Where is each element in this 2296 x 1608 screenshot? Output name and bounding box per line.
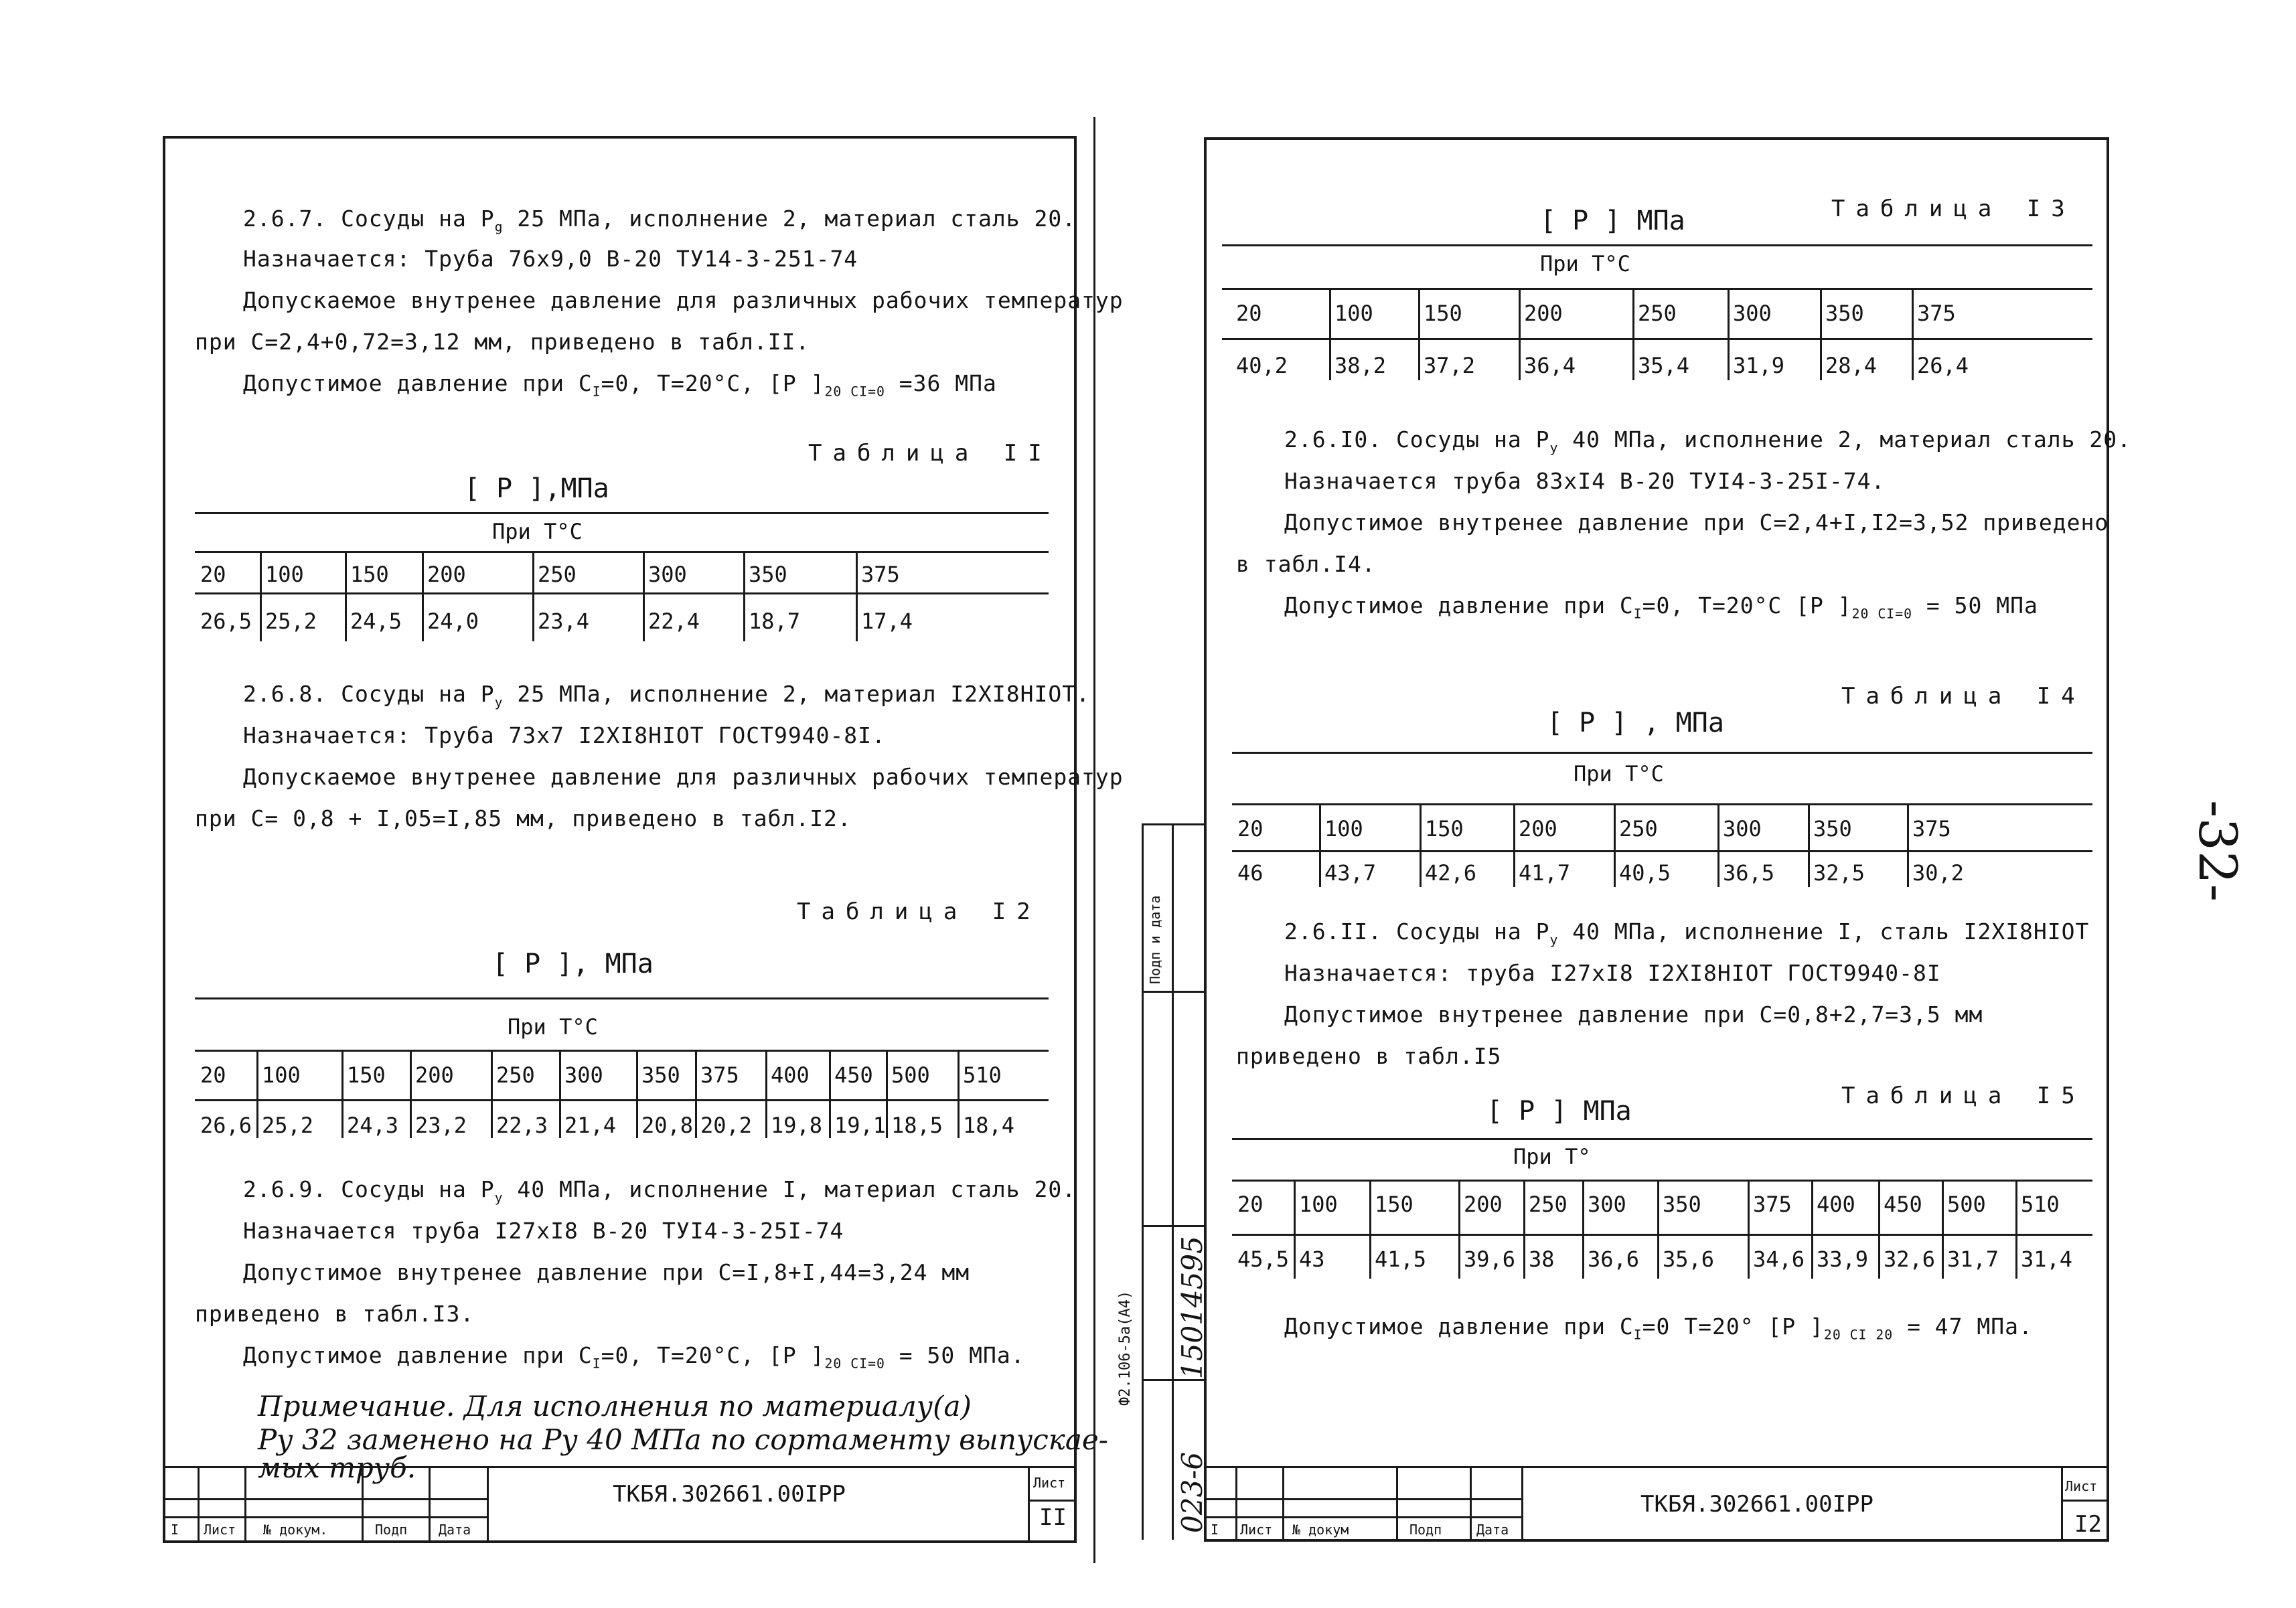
handwritten-note-line3: мых труб. [258,1451,416,1484]
t13-temp-cell: 300 [1733,301,1772,326]
table14-rule-row [1232,850,2092,852]
t11-temp-cell: 300 [648,562,687,587]
sec2610-title: 2.6.I0. Сосуды на $Р_у$ 40 МПа, исполнение 2, материал сталь 20. [1284,426,2131,456]
t12-value-cell: 18,4 [963,1113,1015,1138]
table15-rule-top [1232,1138,2092,1140]
t15-column-divider [2015,1180,2017,1279]
t13-value-cell: 40,2 [1236,353,1288,378]
t14-value-cell: 43,7 [1324,860,1377,886]
t12-value-cell: 24,3 [347,1113,399,1138]
t12-temp-cell: 375 [700,1062,739,1088]
right-doc-code: ТКБЯ.302661.00IРР [1640,1491,1873,1518]
t14-value-cell: 42,6 [1425,860,1477,886]
t12-temp-cell: 250 [496,1062,535,1088]
left-sheet-number: II [1039,1504,1067,1531]
sec2610-line2: Назначается труба 83хI4 В-20 ТУI4-3-25I-74. [1284,468,1886,494]
t12-column-divider [958,1050,960,1138]
t14-column-divider [1614,803,1616,887]
table14-header: При Т°С [1574,761,1664,787]
t12-value-cell: 26,6 [200,1113,252,1138]
t12-temp-cell: 450 [834,1062,873,1088]
t14-value-cell: 36,5 [1723,860,1775,886]
t11-column-divider [532,551,534,641]
t11-temp-cell: 200 [427,562,466,587]
t14-column-divider [1808,803,1810,887]
table13-rule-mid [1222,288,2092,290]
table15-rule-row [1232,1234,2092,1236]
t15-value-cell: 31,4 [2021,1247,2073,1272]
sec269-line2: Назначается труба I27xI8 В-20 ТУI4-3-25I-74 [243,1218,844,1244]
t12-column-divider [886,1050,888,1138]
t13-column-divider [1728,288,1730,380]
t15-value-cell: 38 [1529,1247,1555,1272]
table13-unit: [ Р ] МПа [1540,206,1685,236]
t12-column-divider [341,1050,343,1138]
table14-unit: [ Р ] , МПа [1547,708,1724,738]
stamp-col-sheet: Лист [204,1522,236,1538]
t14-column-divider [1717,803,1719,887]
t11-temp-cell: 20 [200,562,226,587]
t14-temp-cell: 250 [1619,816,1658,841]
table11-rule-row [195,592,1049,594]
t11-value-cell: 24,5 [350,609,402,634]
t11-value-cell: 26,5 [200,609,252,634]
sec267-line4: при С=2,4+0,72=3,12 мм, приведено в табл.II. [195,329,810,355]
handwritten-note-line2: Ру 32 заменено на Ру 40 МПа по сортаменту выпускае- [258,1423,1108,1456]
t15-temp-cell: 450 [1884,1192,1922,1217]
center-binding-line [1093,117,1095,1563]
t11-column-divider [743,551,745,641]
table11-rule-mid [195,551,1049,553]
t11-temp-cell: 375 [861,562,900,587]
t11-temp-cell: 150 [350,562,389,587]
t15-column-divider [1942,1180,1944,1279]
margin-inventory-number: 15014595 [1176,1236,1209,1379]
sec2610-line4: в табл.I4. [1236,551,1376,577]
sec2611-title: 2.6.II. Сосуды на $Р_у$ 40 МПа, исполнение I, сталь I2XI8HIOT [1284,918,2090,948]
t14-column-divider [1513,803,1515,887]
table12-unit: [ Р ], МПа [492,949,654,979]
table11-rule-top [195,512,1049,514]
stamp-col-date: Дата [1476,1522,1509,1538]
t11-value-cell: 24,0 [427,609,479,634]
t13-value-cell: 38,2 [1334,353,1387,378]
t12-temp-cell: 350 [641,1062,680,1088]
t11-value-cell: 17,4 [861,609,913,634]
table15-unit: [ Р ] МПа [1486,1096,1632,1127]
table13-rule-row [1222,338,2092,340]
t12-value-cell: 23,2 [415,1113,467,1138]
t12-temp-cell: 200 [415,1062,454,1088]
t11-value-cell: 23,4 [538,609,590,634]
table12-rule-top [195,997,1049,999]
t15-value-cell: 34,6 [1753,1247,1805,1272]
t12-column-divider [410,1050,412,1138]
t15-column-divider [1294,1180,1296,1279]
t12-value-cell: 18,5 [891,1113,943,1138]
sec2610-line3: Допустимое внутренее давление при С=2,4+I,I2=3,52 приведено [1284,509,2109,536]
sec268-title: 2.6.8. Сосуды на $Р_у$ 25 МПа, исполнение 2, материал I2XI8HIOT. [243,681,1090,710]
t14-temp-cell: 300 [1723,816,1762,841]
table12-header: При Т°С [508,1014,598,1040]
t13-value-cell: 36,4 [1524,353,1576,378]
sec269-line5: Допустимое давление при $С_I=0$, Т=20°С, [Р ]$_{20 СI=0} = 50$ МПа. [243,1342,1025,1372]
t12-column-divider [491,1050,493,1138]
t15-column-divider [1458,1180,1460,1279]
table13-rule-top [1222,244,2092,246]
t11-column-divider [643,551,645,641]
sec269-title: 2.6.9. Сосуды на $Р_у$ 40 МПа, исполнение I, материал сталь 20. [243,1176,1077,1206]
t15-column-divider [1811,1180,1813,1279]
t15-column-divider [1582,1180,1584,1279]
t11-value-cell: 25,2 [265,609,317,634]
sec2611-line4: приведено в табл.I5 [1236,1043,1502,1069]
t11-temp-cell: 350 [749,562,787,587]
t14-value-cell: 46 [1237,860,1264,886]
t15-column-divider [1523,1180,1525,1279]
t14-column-divider [1907,803,1909,887]
t12-temp-cell: 300 [564,1062,603,1088]
t11-column-divider [856,551,858,641]
t15-temp-cell: 100 [1299,1192,1338,1217]
sec268-line4: при С= 0,8 + I,05=I,85 мм, приведено в табл.I2. [195,805,852,831]
table14-rule-top [1232,752,2092,754]
t15-temp-cell: 20 [1237,1192,1264,1217]
t15-column-divider [1878,1180,1880,1279]
stamp-col-sign: Подп [375,1522,408,1538]
t15-value-cell: 39,6 [1464,1247,1516,1272]
t12-column-divider [829,1050,831,1138]
stamp-col-first: I [171,1522,179,1538]
last-pressure-line: Допустимое давление при $С_I=0$ Т=20° [Р ]$_{20 СI}$ $_{20}$ = 47 МПа. [1284,1313,2033,1343]
stamp-col-first: I [1211,1522,1219,1538]
t15-value-cell: 33,9 [1817,1247,1869,1272]
t14-value-cell: 40,5 [1619,860,1671,886]
sec267-line3: Допускаемое внутренее давление для различных рабочих температур [243,287,1124,313]
t14-value-cell: 30,2 [1912,860,1965,886]
table11-unit: [ Р ],МПа [464,473,609,504]
t12-value-cell: 20,2 [700,1113,753,1138]
handwritten-note-line1: Примечание. Для исполнения по материалу(а) [258,1390,972,1423]
sec269-line4: приведено в табл.I3. [195,1301,475,1327]
table12-rule-row [195,1099,1049,1101]
t12-temp-cell: 150 [347,1062,386,1088]
t12-column-divider [636,1050,638,1138]
t13-column-divider [1632,288,1634,380]
t15-column-divider [1748,1180,1750,1279]
t14-temp-cell: 350 [1813,816,1852,841]
t12-value-cell: 25,2 [262,1113,314,1138]
t12-column-divider [256,1050,258,1138]
t12-value-cell: 19,1 [834,1113,887,1138]
t15-temp-cell: 150 [1375,1192,1413,1217]
t15-temp-cell: 200 [1464,1192,1503,1217]
t12-column-divider [695,1050,697,1138]
t15-temp-cell: 500 [1947,1192,1986,1217]
table15-title: Таблица I5 [1841,1082,2086,1109]
stamp-col-sheet: Лист [1240,1522,1273,1538]
t15-temp-cell: 250 [1529,1192,1567,1217]
t12-temp-cell: 400 [771,1062,810,1088]
t13-value-cell: 37,2 [1424,353,1476,378]
t12-value-cell: 19,8 [771,1113,823,1138]
t13-temp-cell: 150 [1424,301,1462,326]
t15-value-cell: 31,7 [1947,1247,1999,1272]
t13-value-cell: 28,4 [1825,353,1878,378]
t13-temp-cell: 350 [1825,301,1864,326]
table14-rule-mid [1232,803,2092,805]
t13-column-divider [1519,288,1521,380]
t15-temp-cell: 350 [1663,1192,1701,1217]
t12-temp-cell: 20 [200,1062,226,1088]
t12-value-cell: 22,3 [496,1113,548,1138]
table11-title: Таблица II [808,440,1053,467]
t12-temp-cell: 100 [262,1062,301,1088]
t11-temp-cell: 250 [538,562,577,587]
t13-temp-cell: 250 [1638,301,1677,326]
t14-temp-cell: 100 [1324,816,1363,841]
table15-rule-mid [1232,1180,2092,1182]
t15-column-divider [1657,1180,1659,1279]
t12-value-cell: 21,4 [564,1113,617,1138]
table13-title: Таблица I3 [1831,195,2076,222]
t13-column-divider [1820,288,1822,380]
t12-column-divider [559,1050,561,1138]
margin-podp-data: Подп и дата [1147,895,1163,984]
table14-title: Таблица I4 [1841,683,2086,710]
t13-temp-cell: 20 [1236,301,1262,326]
sec267-line5: Допустимое давление при $С_I=0$, Т=20°С, [Р ]$_{20 СI=0} =36$ МПа [243,370,997,400]
t15-column-divider [1369,1180,1371,1279]
table13-header: При Т°С [1540,251,1630,276]
margin-number: 023-6 [1176,1451,1209,1533]
table12-title: Таблица I2 [797,898,1041,925]
sec267-line2: Назначается: Труба 76х9,0 В-20 ТУ14-3-251-74 [243,246,858,272]
sec268-line2: Назначается: Труба 73х7 I2XI8HIOT ГОСТ9940-8I. [243,722,886,748]
stamp-col-sign: Подп [1409,1522,1442,1538]
margin-form-code: Ф2.106-5а(А4) [1117,1290,1134,1406]
t13-value-cell: 26,4 [1917,353,1969,378]
t14-temp-cell: 20 [1237,816,1264,841]
t13-column-divider [1329,288,1331,380]
t13-column-divider [1912,288,1914,380]
sec268-line3: Допускаемое внутренее давление для различных рабочих температур [243,764,1124,790]
left-sheet-label: Лист [1033,1475,1066,1491]
t11-temp-cell: 100 [265,562,304,587]
t15-value-cell: 43 [1299,1247,1325,1272]
t12-temp-cell: 500 [891,1062,930,1088]
t14-value-cell: 32,5 [1813,860,1865,886]
sec2611-line2: Назначается: труба I27xI8 I2XI8HIOT ГОСТ9940-8I [1284,960,1941,986]
t15-value-cell: 36,6 [1588,1247,1640,1272]
t12-value-cell: 20,8 [641,1113,694,1138]
t12-temp-cell: 510 [963,1062,1002,1088]
t11-column-divider [422,551,424,641]
table11-header: При Т°С [492,519,583,544]
t15-value-cell: 35,6 [1663,1247,1715,1272]
stamp-col-doc: № докум [1292,1522,1349,1538]
table15-header: При Т° [1513,1144,1591,1170]
right-sheet-label: Лист [2065,1478,2098,1494]
t15-value-cell: 45,5 [1237,1247,1290,1272]
t13-column-divider [1418,288,1420,380]
t15-temp-cell: 375 [1753,1192,1792,1217]
t13-value-cell: 31,9 [1733,353,1785,378]
t14-temp-cell: 200 [1519,816,1557,841]
t11-value-cell: 22,4 [648,609,700,634]
t15-temp-cell: 300 [1588,1192,1626,1217]
t13-temp-cell: 375 [1917,301,1956,326]
t11-value-cell: 18,7 [749,609,801,634]
sec269-line3: Допустимое внутренее давление при С=I,8+I,44=3,24 мм [243,1259,970,1285]
t15-value-cell: 32,6 [1884,1247,1936,1272]
sec267-title: 2.6.7. Сосуды на $Р_g$ 25 МПа, исполнение 2, материал сталь 20. [243,206,1077,235]
t14-column-divider [1319,803,1321,887]
t13-temp-cell: 200 [1524,301,1563,326]
sec2611-line3: Допустимое внутренее давление при С=0,8+2,7=3,5 мм [1284,1001,1983,1028]
t15-temp-cell: 400 [1817,1192,1855,1217]
t14-column-divider [1420,803,1422,887]
t15-temp-cell: 510 [2021,1192,2060,1217]
t11-column-divider [260,551,262,641]
t14-value-cell: 41,7 [1519,860,1571,886]
stamp-col-doc: № докум. [263,1522,328,1538]
left-doc-code: ТКБЯ.302661.00IРР [613,1481,846,1508]
t13-temp-cell: 100 [1334,301,1373,326]
t14-temp-cell: 150 [1425,816,1464,841]
t11-column-divider [345,551,347,641]
right-sheet-number: I2 [2074,1511,2102,1538]
t15-value-cell: 41,5 [1375,1247,1427,1272]
stamp-col-date: Дата [439,1522,471,1538]
sec2610-line5: Допустимое давление при $С_I=0$, Т=20°С [Р ]$_{20 СI=0} = 50$ МПа [1284,592,2038,622]
page-number: -32- [2187,800,2247,902]
table12-rule-mid [195,1050,1049,1052]
t14-temp-cell: 375 [1912,816,1951,841]
t12-column-divider [765,1050,767,1138]
t13-value-cell: 35,4 [1638,353,1690,378]
